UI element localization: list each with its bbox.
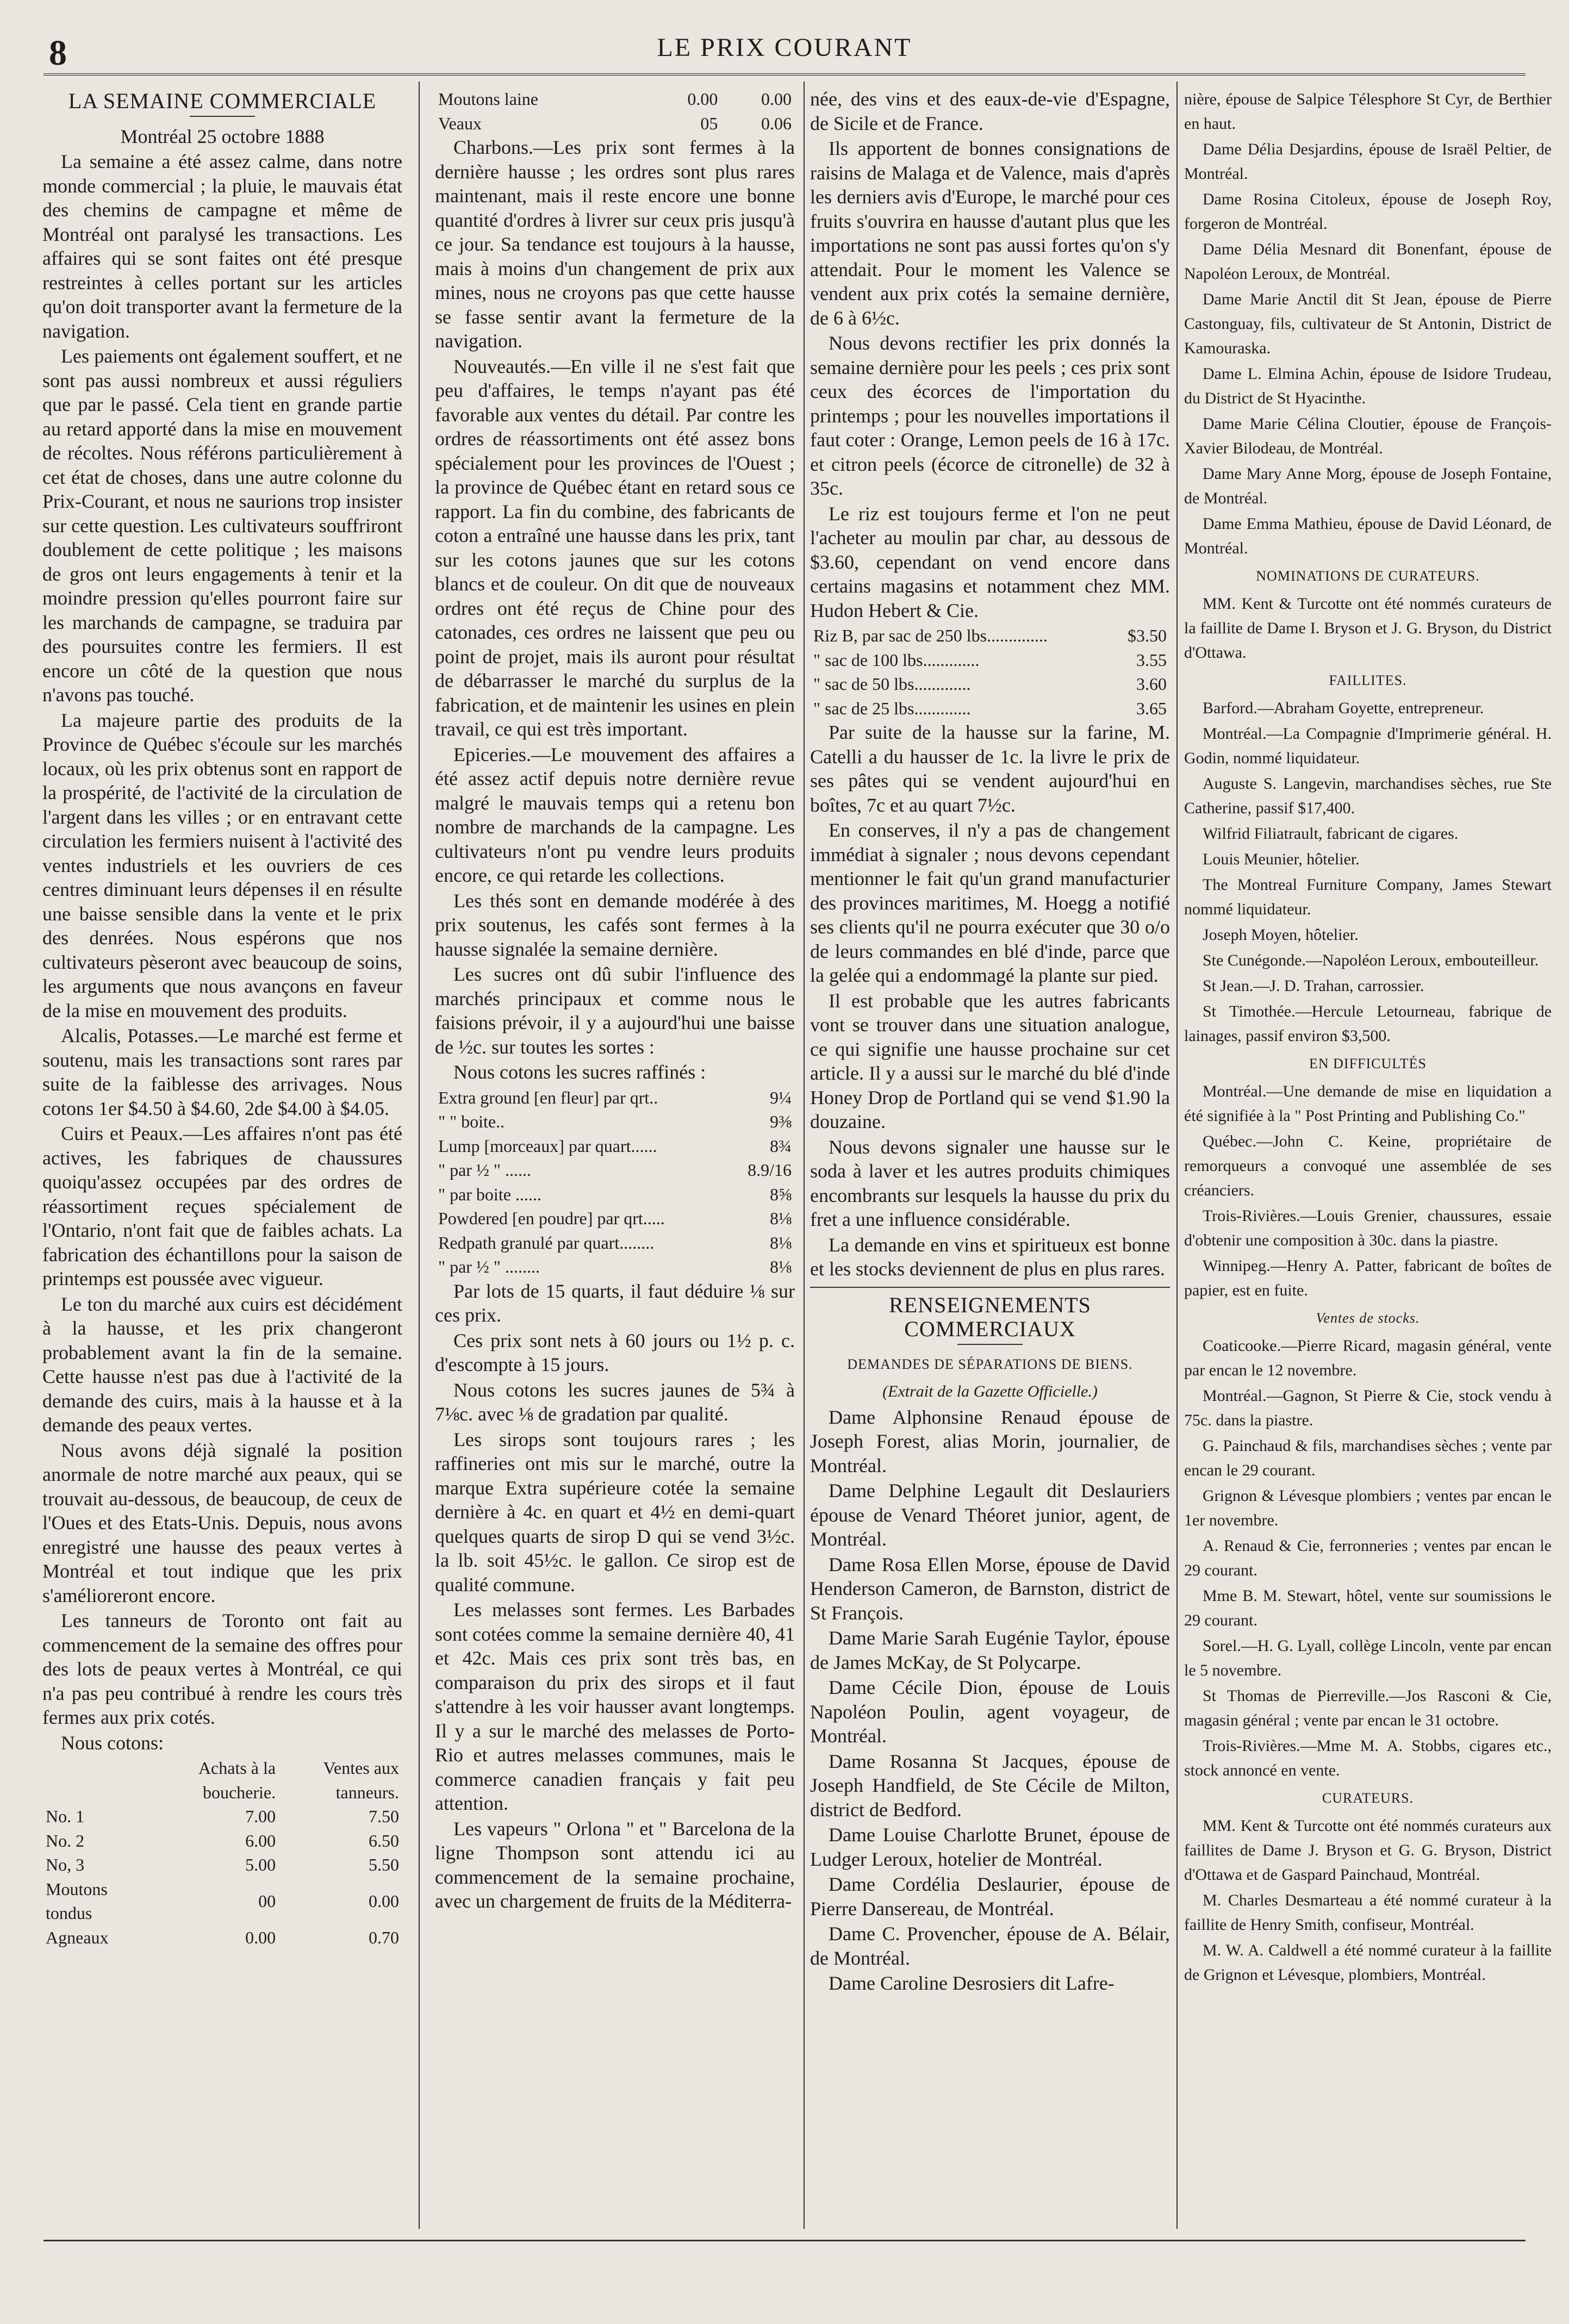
subheading: CURATEURS.	[1322, 1790, 1414, 1806]
list-item: Dame Rosa Ellen Morse, épouse de David Henderson Cameron, de Barnston, district de St François.	[810, 1553, 1170, 1624]
table-cell: 0.06	[761, 113, 792, 133]
list-item: G. Painchaud & fils, marchandises sèches ; vente par encan le 29 courant.	[1184, 1437, 1552, 1479]
footer-rule	[43, 2240, 1526, 2241]
table-row	[435, 1158, 795, 1182]
paragraph: La semaine a été assez calme, dans notre monde commercial ; la pluie, le mauvais état des chemins de campagne et même de Montréal ont paralysé les transactions. Les affaires qui se sont faites ont été presque restreintes à celles portant sur les articles qu'on doit transporter avant la fermeture de la navigation.	[42, 151, 402, 342]
paragraph: Nous devons signaler une hausse sur le soda à laver et les autres produits chimiques encombrants sur lesquels la hausse du prix du fret a une influence considérable.	[810, 1136, 1170, 1230]
table-cell: Agneaux	[46, 1927, 109, 1947]
table-cell: " par ½ " ......	[438, 1160, 531, 1180]
table-cell: Riz B, par sac de 250 lbs..............	[813, 626, 1048, 645]
list-item: Dame Marie Célina Cloutier, épouse de François-Xavier Bilodeau, de Montréal.	[1184, 415, 1552, 457]
table-row	[435, 87, 795, 111]
table-header-row	[42, 1756, 402, 1804]
table-cell: Veaux	[438, 113, 482, 133]
table-header-cell	[42, 1756, 145, 1804]
list-item: M. W. A. Caldwell a été nommé curateur à la faillite de Grignon et Lévesque, plombiers, Montréal.	[1184, 1941, 1552, 1984]
table-cell: 5.50	[369, 1855, 399, 1874]
table-row	[810, 696, 1170, 721]
list-item: Ste Cunégonde.—Napoléon Leroux, embouteilleur.	[1203, 951, 1539, 969]
list-item: Louis Meunier, hôtelier.	[1203, 850, 1360, 868]
table-cell: 9⅜	[770, 1112, 792, 1131]
table-cell: Lump [morceaux] par quart......	[438, 1136, 657, 1156]
table-cell: 0.70	[369, 1927, 399, 1947]
list-item: Dame Louise Charlotte Brunet, épouse de Ludger Leroux, hotelier de Montréal.	[810, 1824, 1170, 1870]
paragraph: Nous cotons:	[61, 1731, 164, 1754]
subheading: EN DIFFICULTÉS	[1309, 1056, 1427, 1071]
list-item: Trois-Rivières.—Louis Grenier, chaussures, essaie d'obtenir une composition à 30c. dans la piastre.	[1184, 1207, 1552, 1249]
list-item: Mme B. M. Stewart, hôtel, vente sur soumissions le 29 courant.	[1184, 1587, 1552, 1629]
table-cell: " sac de 100 lbs.............	[813, 650, 980, 670]
dateline: Montréal 25 octobre 1888	[120, 125, 325, 147]
list-item: Dame Delphine Legault dit Deslauriers épouse de Venard Théoret junior, agent, de Montréal.	[810, 1480, 1170, 1550]
subheading: NOMINATIONS DE CURATEURS.	[1256, 568, 1480, 584]
table-cell: 8⅛	[770, 1208, 792, 1228]
table-cell: 5.00	[245, 1855, 276, 1874]
list-item: Montréal.—Une demande de mise en liquidation a été signifiée à la " Post Printing and Publishing Co."	[1184, 1082, 1552, 1125]
list-item: nière, épouse de Salpice Télesphore St Cyr, de Berthier en haut.	[1184, 90, 1552, 133]
list-item: Dame L. Elmina Achin, épouse de Isidore Trudeau, du District de St Hyacinthe.	[1184, 365, 1552, 407]
table-cell: $3.50	[1128, 626, 1167, 645]
table-row	[42, 1853, 402, 1877]
paragraph: Les paiements ont également souffert, et ne sont pas aussi nombreux et aussi réguliers que par le passé. Cela tient en grande partie au retard apporté dans la mise en mouvement de récoltes. Nous référons particulièrement à cet état de choses, dans une autre colonne du Prix-Courant, et nous ne saurions trop insister sur cette question. Les cultivateurs souffriront doublement de cette politique ; les maisons de gros ont leurs engagements à tenir et la moindre pression qu'elles pourront faire sur les marchands de campagne, se traduira par des poursuites contre les fermiers. Il est encore un côté de la question que nous n'avons pas touché.	[42, 345, 402, 706]
paragraph: Nous cotons les sucres jaunes de 5¾ à 7⅛c. avec ⅛ de gradation par qualité.	[435, 1379, 795, 1425]
table-row	[435, 1206, 795, 1231]
table-cell: No, 3	[46, 1855, 85, 1874]
list-item: Winnipeg.—Henry A. Patter, fabricant de boîtes de papier, est en fuite.	[1184, 1257, 1552, 1299]
table-cell: 0.00	[245, 1927, 276, 1947]
list-item: Dame Cécile Dion, épouse de Louis Napoléon Poulin, agent voyageur, de Montréal.	[810, 1677, 1170, 1747]
list-item: Montréal.—Gagnon, St Pierre & Cie, stock vendu à 75c. dans la piastre.	[1184, 1387, 1552, 1429]
list-item: Barford.—Abraham Goyette, entrepreneur.	[1203, 699, 1484, 717]
table-row	[435, 111, 795, 136]
list-item: Dame Mary Anne Morg, épouse de Joseph Fontaine, de Montréal.	[1184, 465, 1552, 507]
list-item: St Timothée.—Hercule Letourneau, fabrique de lainages, passif environ $3,500.	[1184, 1002, 1552, 1045]
list-item: M. Charles Desmarteau a été nommé curateur à la faillite de Henry Smith, confiseur, Montréal.	[1184, 1891, 1552, 1934]
column-rule	[804, 82, 805, 2229]
list-item: Dame Emma Mathieu, épouse de David Léonard, de Montréal.	[1184, 515, 1552, 557]
paragraph: Ils apportent de bonnes consignations de raisins de Malaga et de Valence, mais d'après les derniers avis d'Europe, le marché pour ces fruits s'ouvrira en hausse d'autant plus que les importations ne sont pas aussi fortes qu'on s'y attendait. Pour le moment les Valence se vendent aux prix cotés la semaine dernière, de 6 à 6½c.	[810, 138, 1170, 329]
table-cell: 0.00	[761, 89, 792, 109]
paragraph: Par suite de la hausse sur la farine, M. Catelli a du hausser de 1c. la livre le prix de ses pâtes qui se vendent aujourd'hui en boîtes, 7c et au quart 7½c.	[810, 721, 1170, 816]
table-cell: " " boite..	[438, 1112, 505, 1131]
list-item: Dame Marie Sarah Eugénie Taylor, épouse de James McKay, de St Polycarpe.	[810, 1627, 1170, 1673]
table-cell: No. 2	[46, 1830, 85, 1851]
column-4	[1184, 87, 1552, 2229]
list-item: St Thomas de Pierreville.—Jos Rasconi & Cie, magasin général ; vente par encan le 31 octobre.	[1184, 1687, 1552, 1729]
paragraph: Cuirs et Peaux.—Les affaires n'ont pas été actives, les fabriques de chaussures quoiqu'assez occupées par des ordres de réassortiment reçues spécialement de l'Ontario, n'ont fait que de faibles achats. La fabrication des échantillons pour la saison de printemps est poussée avec vigueur.	[42, 1123, 402, 1289]
list-item: Wilfrid Filiatrault, fabricant de cigares.	[1203, 825, 1459, 843]
list-item: Québec.—John C. Keine, propriétaire de remorqueurs a convoqué une assemblée de ses créanciers.	[1184, 1132, 1552, 1199]
divider	[810, 1287, 1170, 1288]
list-item: Dame Cordélia Deslaurier, épouse de Pierre Dansereau, de Montréal.	[810, 1873, 1170, 1920]
table-cell: 8¾	[770, 1136, 792, 1156]
section-heading: LA SEMAINE COMMERCIALE	[68, 89, 377, 113]
table-cell: No. 1	[46, 1806, 85, 1826]
list-item: A. Renaud & Cie, ferronneries ; ventes par encan le 29 courant.	[1184, 1537, 1552, 1579]
table-row	[810, 624, 1170, 648]
list-item: Joseph Moyen, hôtelier.	[1203, 926, 1359, 944]
table-header-cell: Achats à la boucherie.	[198, 1758, 276, 1802]
list-item: Dame Délia Desjardins, épouse de Israël Peltier, de Montréal.	[1184, 140, 1552, 183]
table-cell: " par boite ......	[438, 1184, 541, 1204]
table-cell: 9¼	[770, 1087, 792, 1107]
table-row	[435, 1231, 795, 1255]
list-item: Auguste S. Langevin, marchandises sèches, rue Ste Catherine, passif $17,400.	[1184, 775, 1552, 817]
paragraph: Le riz est toujours ferme et l'on ne peut l'acheter au moulin par char, au dessous de $3.60, cependant on vend encore dans certains magasins et notamment chez MM. Hudon Hebert & Cie.	[810, 502, 1170, 621]
paragraph: Les tanneurs de Toronto ont fait au commencement de la semaine des offres pour des lots de peaux vertes à Montréal, ce qui n'a pas peu contribué à rendre les cours très fermes aux prix cotés.	[42, 1610, 402, 1728]
table-cell: 7.00	[245, 1806, 276, 1826]
table-cell: 0.00	[687, 89, 718, 109]
paragraph: Les sirops sont toujours rares ; les raffineries ont mis sur le marché, outre la marque Extra supérieure cotée la semaine dernière à 4c. en quart et 4½ en demi-quart quelques quarts de sirop D qui se vend 3½c. la lb. soit 45½c. le gallon. Ce sirop est de qualité commune.	[435, 1428, 795, 1596]
subheading: Ventes de stocks.	[1316, 1310, 1420, 1326]
paragraph: Le ton du marché aux cuirs est décidément à la hausse, et les prix changeront probablement avant la fin de la semaine. Cette hausse n'est pas due à l'activité de la demande des cuirs, mais à la hausse et à la demande des peaux vertes.	[42, 1293, 402, 1436]
list-item: The Montreal Furniture Company, James Stewart nommé liquidateur.	[1184, 876, 1552, 918]
subheading: DEMANDES DE SÉPARATIONS DE BIENS.	[847, 1356, 1133, 1372]
table-cell: " sac de 50 lbs.............	[813, 674, 971, 694]
table-cell: Moutons laine	[438, 89, 538, 109]
table-cell: 8⅛	[770, 1257, 792, 1276]
paragraph: En conserves, il n'y a pas de changement immédiat à signaler ; nous devons cependant mentionner le fait qu'un grand manufacturier des provinces maritimes, M. Hoegg a notifié ses clients qu'il ne pourra exécuter que 30 o/o de leurs commandes en blé d'inde, parce que la gelée qui a endommagé la plante sur pied.	[810, 819, 1170, 986]
table-row	[42, 1829, 402, 1853]
table-cell: Powdered [en poudre] par qrt.....	[438, 1208, 665, 1228]
table-row	[42, 1926, 402, 1950]
paragraph: Les vapeurs " Orlona " et " Barcelona de la ligne Thompson sont attendu ici au commencement de la semaine prochaine, avec un chargement de fruits de la Méditerra-	[435, 1817, 795, 1912]
list-item: St Jean.—J. D. Trahan, carrossier.	[1203, 977, 1424, 995]
column-rule	[1176, 82, 1178, 2229]
table-cell: 0.00	[369, 1891, 399, 1911]
table-cell: 6.50	[369, 1830, 399, 1851]
masthead-rule	[43, 73, 1526, 76]
list-item: Dame Marie Anctil dit St Jean, épouse de Pierre Castonguay, fils, cultivateur de St Antonin, District de Kamouraska.	[1184, 290, 1552, 357]
column-3	[810, 87, 1170, 2229]
table-row	[435, 1255, 795, 1279]
paragraph: La demande en vins et spiritueux est bonne et les stocks deviennent de plus en plus rares.	[810, 1233, 1170, 1280]
column-2	[435, 87, 795, 2229]
table-row	[435, 1182, 795, 1207]
rice-price-table	[810, 624, 1170, 720]
table-cell: 05	[700, 113, 718, 133]
paragraph: Epiceries.—Le mouvement des affaires a été assez actif depuis notre dernière revue malgré le mauvais temps qui a retenu bon nombre de marchands de la campagne. Les cultivateurs n'ont pu vendre leurs produits encore, ce qui retarde les collections.	[435, 743, 795, 886]
hides-price-table-continued	[435, 87, 795, 135]
masthead-title: LE PRIX COURANT	[657, 33, 912, 62]
table-cell: 8.9/16	[748, 1160, 792, 1180]
paragraph: Ces prix sont nets à 60 jours ou 1½ p. c. d'escompte à 15 jours.	[435, 1329, 795, 1375]
source-note: (Extrait de la Gazette Officielle.)	[882, 1382, 1098, 1400]
table-cell: 8⅝	[770, 1184, 792, 1204]
table-cell: 3.65	[1136, 698, 1167, 718]
table-row	[810, 648, 1170, 672]
paragraph: Nous cotons les sucres raffinés :	[453, 1061, 706, 1083]
list-item: MM. Kent & Turcotte ont été nommés curateurs de la faillite de Dame I. Bryson et J. G. Bryson, du District d'Ottawa.	[1184, 595, 1552, 662]
section-heading: RENSEIGNEMENTS COMMERCIAUX	[889, 1292, 1091, 1341]
paragraph: Les sucres ont dû subir l'influence des marchés principaux et comme nous le faisions prévoir, il y a aujourd'hui une baisse de ½c. sur toutes les sortes :	[435, 963, 795, 1058]
table-row	[435, 1110, 795, 1134]
table-cell: " sac de 25 lbs.............	[813, 698, 971, 718]
table-cell: 7.50	[369, 1806, 399, 1826]
table-row	[42, 1877, 402, 1926]
subheading: FAILLITES.	[1329, 672, 1407, 688]
list-item: Sorel.—H. G. Lyall, collège Lincoln, vente par encan le 5 novembre.	[1184, 1637, 1552, 1679]
paragraph: née, des vins et des eaux-de-vie d'Espagne, de Sicile et de France.	[810, 88, 1170, 134]
table-cell: Moutons tondus	[46, 1879, 108, 1923]
list-item: Coaticooke.—Pierre Ricard, magasin général, vente par encan le 12 novembre.	[1184, 1337, 1552, 1379]
list-item: Dame Rosanna St Jacques, épouse de Joseph Handfield, de Ste Cécile de Milton, district de Bedford.	[810, 1750, 1170, 1821]
list-item: MM. Kent & Turcotte ont été nommés curateurs aux faillites de Dame J. Bryson et G. G. Bryson, District d'Ottawa et de Gaspard Painchaud, Montréal.	[1184, 1817, 1552, 1884]
sugar-price-table	[435, 1086, 795, 1279]
paragraph: Nouveautés.—En ville il ne s'est fait que peu d'affaires, le temps n'ayant pas été favorable aux ventes du détail. Par contre les ordres de réassortiments ont été assez bons spécialement pour les provinces de l'Ouest ; la province de Québec étant en retard sous ce rapport. La fin du combine, des fabricants de coton a entraîné une hausse dans les prix, tant sur les cotons jaunes que sur les cotons blancs et de couleur. On dit que de nouveaux ordres ont été reçus de Chine pour des catonades, ces ordres ne laissent que peu ou point de projet, mais ils auront pour résultat de débarrasser le marché du surplus de la fabrication, et de maintenir les usines en plein travail, ce qui est très important.	[435, 355, 795, 740]
table-cell: 8⅛	[770, 1232, 792, 1253]
table-cell: 3.55	[1136, 650, 1167, 670]
table-row	[435, 1086, 795, 1110]
table-cell: " par ½ " ........	[438, 1257, 540, 1276]
divider	[957, 1344, 1023, 1345]
table-row	[810, 672, 1170, 696]
list-item: Montréal.—La Compagnie d'Imprimerie général. H. Godin, nommé liquidateur.	[1184, 725, 1552, 767]
paragraph: Alcalis, Potasses.—Le marché est ferme et soutenu, mais les transactions sont rares par suite de la faiblesse des arrivages. Nous cotons 1er $4.50 à $4.60, 2de $4.00 à $4.05.	[42, 1025, 402, 1119]
table-header-cell: Ventes aux tanneurs.	[323, 1758, 399, 1802]
paragraph: Par lots de 15 quarts, il faut déduire ⅛ sur ces prix.	[435, 1280, 795, 1326]
table-cell: 3.60	[1136, 674, 1167, 694]
column-rule	[419, 82, 420, 2229]
paragraph: La majeure partie des produits de la Province de Québec s'écoule sur les marchés locaux, où les prix obtenus sont en rapport de la prospérité, de l'activité de la circulation de l'argent dans les villes ; or en entravant cette circulation les fermiers nuisent à l'activité des ventes industriels et les ouvriers de ces centres diminuant leurs dépenses il en résulte une baisse sensible dans la vente et le prix des denrées. Nous espérons que nos cultivateurs pèseront avec beaucoup de soins, les arguments que nous avançons en faveur de la mise en mouvement des produits.	[42, 709, 402, 1021]
list-item: Trois-Rivières.—Mme M. A. Stobbs, cigares etc., stock annoncé en vente.	[1184, 1737, 1552, 1779]
hides-price-table	[42, 1756, 402, 1949]
table-cell: 00	[258, 1891, 276, 1911]
table-row	[435, 1134, 795, 1158]
list-item: Grignon & Lévesque plombiers ; ventes par encan le 1er novembre.	[1184, 1487, 1552, 1529]
paragraph: Les melasses sont fermes. Les Barbades sont cotées comme la semaine dernière 40, 41 et 42c. Mais ces prix sont très bas, en comparaison du prix des sirops et il faut s'attendre à les voir hausser avant longtemps. Il y a sur le marché des melasses de Porto-Rio et autres melasses communes, mais le commerce canadien français y fait peu attention.	[435, 1599, 795, 1814]
table-cell: 6.00	[245, 1830, 276, 1851]
list-item: Dame Caroline Desrosiers dit Lafre-	[829, 1972, 1115, 1994]
table-cell: Redpath granulé par quart........	[438, 1232, 655, 1253]
page-number: 8	[49, 33, 67, 73]
list-item: Dame Rosina Citoleux, épouse de Joseph Roy, forgeron de Montréal.	[1184, 190, 1552, 233]
list-item: Dame Délia Mesnard dit Bonenfant, épouse de Napoléon Leroux, de Montréal.	[1184, 240, 1552, 283]
list-item: Dame C. Provencher, épouse de A. Bélair, de Montréal.	[810, 1923, 1170, 1969]
paragraph: Il est probable que les autres fabricants vont se trouver dans une situation analogue, ce qui signifie une hausse prochaine sur cet article. Il y a aussi sur le marché du blé d'inde Honey Drop de Portland qui se vend $1.90 la douzaine.	[810, 989, 1170, 1132]
table-cell: Extra ground [en fleur] par qrt..	[438, 1087, 658, 1107]
table-row	[42, 1804, 402, 1829]
paragraph: Nous avons déjà signalé la position anormale de notre marché aux peaux, qui se trouvait au-dessous, de beaucoup, de ceux de l'Oues et des Etats-Unis. Depuis, nous avons enregistré une hausse des peaux vertes à Montréal et tout indique que les prix s'amélioreront encore.	[42, 1439, 402, 1606]
list-item: Dame Alphonsine Renaud épouse de Joseph Forest, alias Morin, journalier, de Montréal.	[810, 1406, 1170, 1476]
paragraph: Nous devons rectifier les prix donnés la semaine dernière pour les peels ; ces prix sont ceux des écorces de l'importation du printemps ; pour les nouvelles importations il faut coter : Orange, Lemon peels de 16 à 17c. et citron peels (écorce de citronelle) de 32 à 35c.	[810, 332, 1170, 499]
paragraph: Charbons.—Les prix sont fermes à la dernière hausse ; les ordres sont plus rares maintenant, mais il reste encore une bonne quantité d'ordres à livrer sur ceux pris jusqu'à ce jour. Sa tendance est toujours à la hausse, mais à moins d'un changement de prix aux mines, nous ne croyons pas que cette hausse se fasse sentir avant la fermeture de la navigation.	[435, 136, 795, 352]
column-1	[42, 87, 402, 2229]
paragraph: Les thés sont en demande modérée à des prix soutenus, les cafés sont fermes à la hausse signalée la semaine dernière.	[435, 889, 795, 960]
divider	[190, 116, 255, 117]
